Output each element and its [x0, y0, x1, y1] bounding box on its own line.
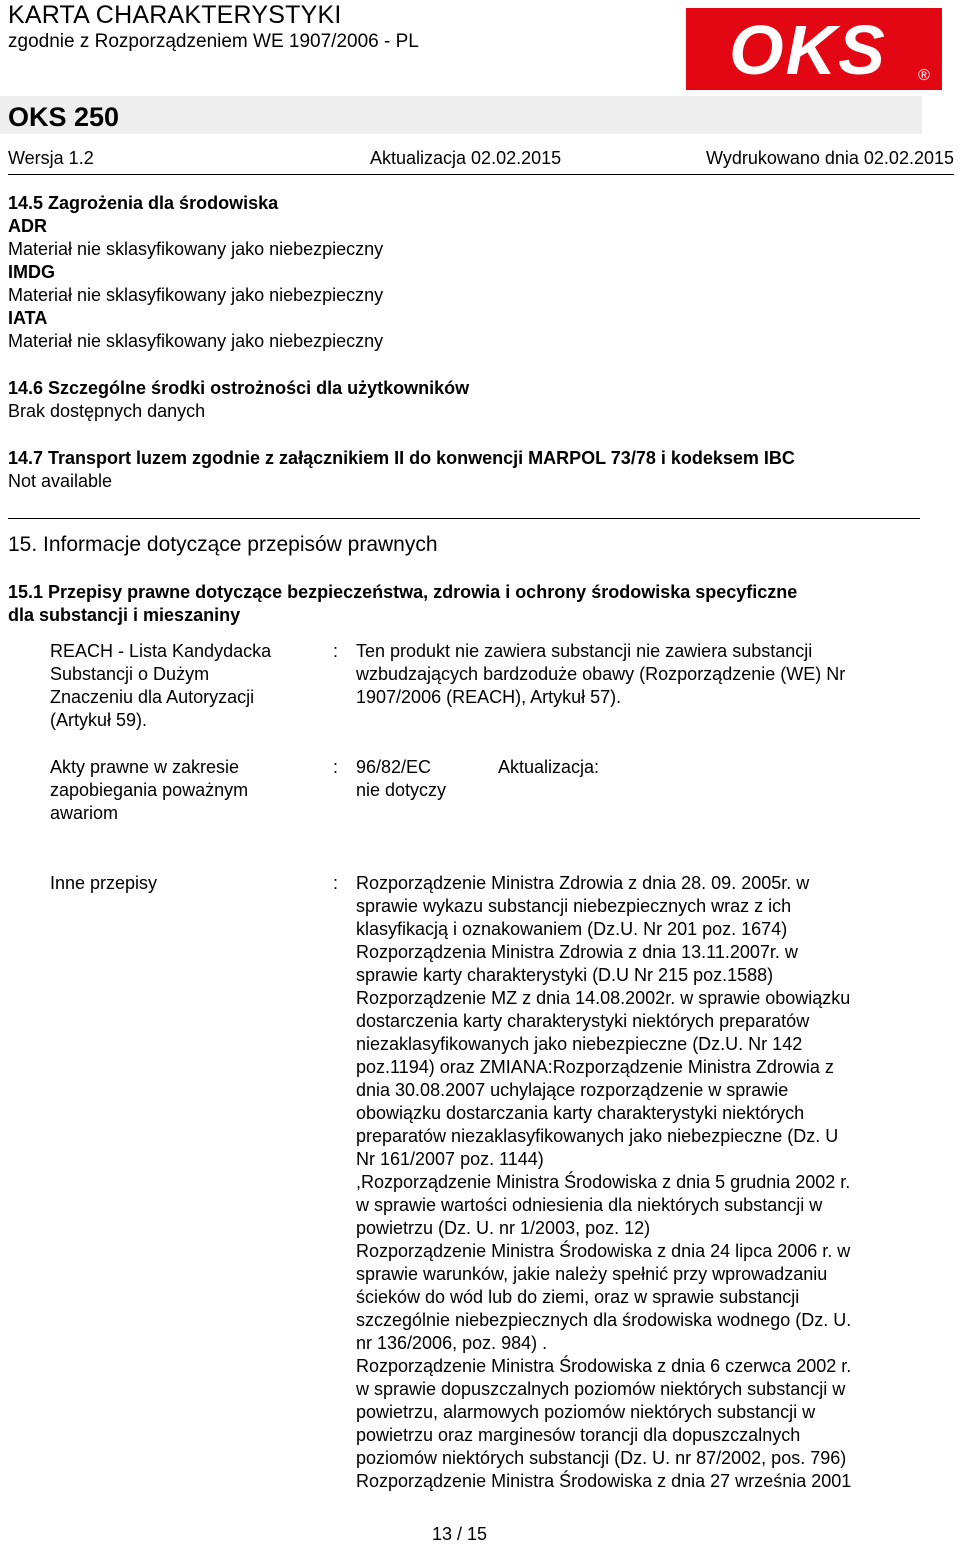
header-divider: [8, 174, 954, 175]
regulation-line: obowiązku dostarczania karty charakterystyki niektórych: [356, 1103, 805, 1123]
print-date: Wydrukowano dnia 02.02.2015: [705, 148, 954, 168]
section-15-1-heading: [8, 581, 797, 627]
heading-line: dla substancji i mieszaniny: [8, 605, 241, 625]
oks-logo-text: OKS: [729, 11, 887, 89]
heading-line: 15.1 Przepisy prawne dotyczące bezpieczeństwa, zdrowia i ochrony środowiska specyficzne: [8, 582, 798, 602]
regulation-line: ścieków do wód lub do ziemi, oraz w sprawie substancji: [356, 1287, 800, 1307]
regulation-line: ,Rozporządzenie Ministra Środowiska z dnia 5 grudnia 2002 r.: [356, 1172, 851, 1192]
oks-logo: [686, 8, 942, 90]
seveso-directive: 96/82/EC: [356, 757, 432, 777]
product-name: OKS 250: [8, 102, 120, 132]
oks-logo-registered-mark: ®: [918, 67, 930, 84]
label-line: Akty prawne w zakresie: [50, 757, 240, 777]
regulation-line: sprawie karty charakterystyki (D.U Nr 215 poz.1588): [356, 965, 774, 985]
regulation-line: Rozporządzenie Ministra Środowiska z dnia 6 czerwca 2002 r.: [356, 1356, 852, 1376]
regulation-line: w sprawie dopuszczalnych poziomów niektórych substancji w: [356, 1379, 846, 1399]
reach-colon: :: [333, 641, 339, 661]
other-regulations-label: Inne przepisy: [50, 873, 158, 893]
label-line: (Artykuł 59).: [50, 710, 148, 730]
section-14-5: [8, 192, 383, 353]
section-heading: 14.5 Zagrożenia dla środowiska: [8, 193, 279, 213]
version: Wersja 1.2: [8, 148, 94, 168]
regulation-line: poziomów niektórych substancji (Dz. U. nr 87/2002, pos. 796): [356, 1448, 847, 1468]
value-line: wzbudzających bardzoduże obawy (Rozporządzenie (WE) Nr: [356, 664, 846, 684]
regulation-line: preparatów niezaklasyfikowanych jako niebezpieczne (Dz. U: [356, 1126, 839, 1146]
seveso-colon: :: [333, 757, 339, 777]
seveso-update-label: Aktualizacja:: [498, 757, 600, 777]
section-15-heading: 15. Informacje dotyczące przepisów prawnych: [8, 533, 438, 556]
label-line: awariom: [50, 803, 119, 823]
transport-mode-adr: ADR: [8, 216, 47, 236]
document-title: KARTA CHARAKTERYSTYKI: [8, 1, 342, 29]
seveso-status: nie dotyczy: [356, 780, 447, 800]
section-15-divider: [8, 518, 920, 519]
other-regulations-value: [356, 872, 851, 1493]
regulation-line: dostarczenia karty charakterystyki niektórych preparatów: [356, 1011, 810, 1031]
value-line: Ten produkt nie zawiera substancji nie zawiera substancji: [356, 641, 813, 661]
section-text: Not available: [8, 471, 113, 491]
transport-mode-imdg: IMDG: [8, 262, 55, 282]
other-regulations-colon: :: [333, 873, 339, 893]
regulation-line: sprawie warunków, jakie należy spełnić przy wprowadzaniu: [356, 1264, 828, 1284]
update-date: Aktualizacja 02.02.2015: [370, 148, 562, 168]
section-text: Brak dostępnych danych: [8, 401, 206, 421]
label-line: Substancji o Dużym: [50, 664, 210, 684]
page-number: 13 / 15: [432, 1524, 488, 1544]
classification-text: Materiał nie sklasyfikowany jako niebezpieczny: [8, 331, 384, 351]
product-bar: [0, 96, 922, 134]
value-line: 1907/2006 (REACH), Artykuł 57).: [356, 687, 622, 707]
regulation-line: poz.1194) oraz ZMIANA:Rozporządzenie Ministra Zdrowia z: [356, 1057, 834, 1077]
regulation-line: Rozporządzenie MZ z dnia 14.08.2002r. w sprawie obowiązku: [356, 988, 851, 1008]
regulation-line: dnia 30.08.2007 uchylające rozporządzenie w sprawie: [356, 1080, 789, 1100]
regulation-line: powietrzu, alarmowych poziomów niektórych substancji w: [356, 1402, 816, 1422]
regulation-line: Rozporządzenie Ministra Zdrowia z dnia 28. 09. 2005r. w: [356, 873, 810, 893]
regulation-line: niezaklasyfikowanych jako niebezpieczne (Dz.U. Nr 142: [356, 1034, 803, 1054]
regulation-line: Rozporządzenie Ministra Środowiska z dnia 27 września 2001: [356, 1471, 852, 1491]
regulation-line: powietrzu (Dz. U. nr 1/2003, poz. 12): [356, 1218, 651, 1238]
section-heading: 14.6 Szczególne środki ostrożności dla użytkowników: [8, 378, 470, 398]
seveso-label: [50, 756, 248, 825]
section-14-7: [8, 447, 795, 493]
section-heading: 14.7 Transport luzem zgodnie z załącznikiem II do konwencji MARPOL 73/78 i kodeksem IBC: [8, 448, 795, 468]
classification-text: Materiał nie sklasyfikowany jako niebezpieczny: [8, 239, 384, 259]
regulation-line: klasyfikacją i oznakowaniem (Dz.U. Nr 201 poz. 1674): [356, 919, 788, 939]
label-line: zapobiegania poważnym: [50, 780, 249, 800]
regulation-line: szczególnie niebezpiecznych dla środowiska wodnego (Dz. U.: [356, 1310, 852, 1330]
reach-label: [50, 640, 271, 732]
regulation-line: powietrzu oraz marginesów torancji dla dopuszczalnych: [356, 1425, 801, 1445]
regulation-line: Rozporządzenie Ministra Środowiska z dnia 24 lipca 2006 r. w: [356, 1241, 851, 1261]
meta-row: [8, 146, 954, 172]
regulation-line: nr 136/2006, poz. 984) .: [356, 1333, 548, 1353]
transport-mode-iata: IATA: [8, 308, 48, 328]
classification-text: Materiał nie sklasyfikowany jako niebezpieczny: [8, 285, 384, 305]
label-line: Znaczeniu dla Autoryzacji: [50, 687, 255, 707]
document-subtitle: zgodnie z Rozporządzeniem WE 1907/2006 - PL: [8, 31, 419, 52]
section-14-6: [8, 377, 469, 423]
reach-value: [356, 640, 845, 709]
regulation-line: Nr 161/2007 poz. 1144): [356, 1149, 544, 1169]
regulation-line: w sprawie wartości odniesienia dla niektórych substancji w: [356, 1195, 823, 1215]
seveso-value: [356, 756, 446, 802]
regulation-line: sprawie wykazu substancji niebezpiecznych wraz z ich: [356, 896, 792, 916]
label-line: REACH - Lista Kandydacka: [50, 641, 272, 661]
regulation-line: Rozporządzenia Ministra Zdrowia z dnia 13.11.2007r. w: [356, 942, 798, 962]
